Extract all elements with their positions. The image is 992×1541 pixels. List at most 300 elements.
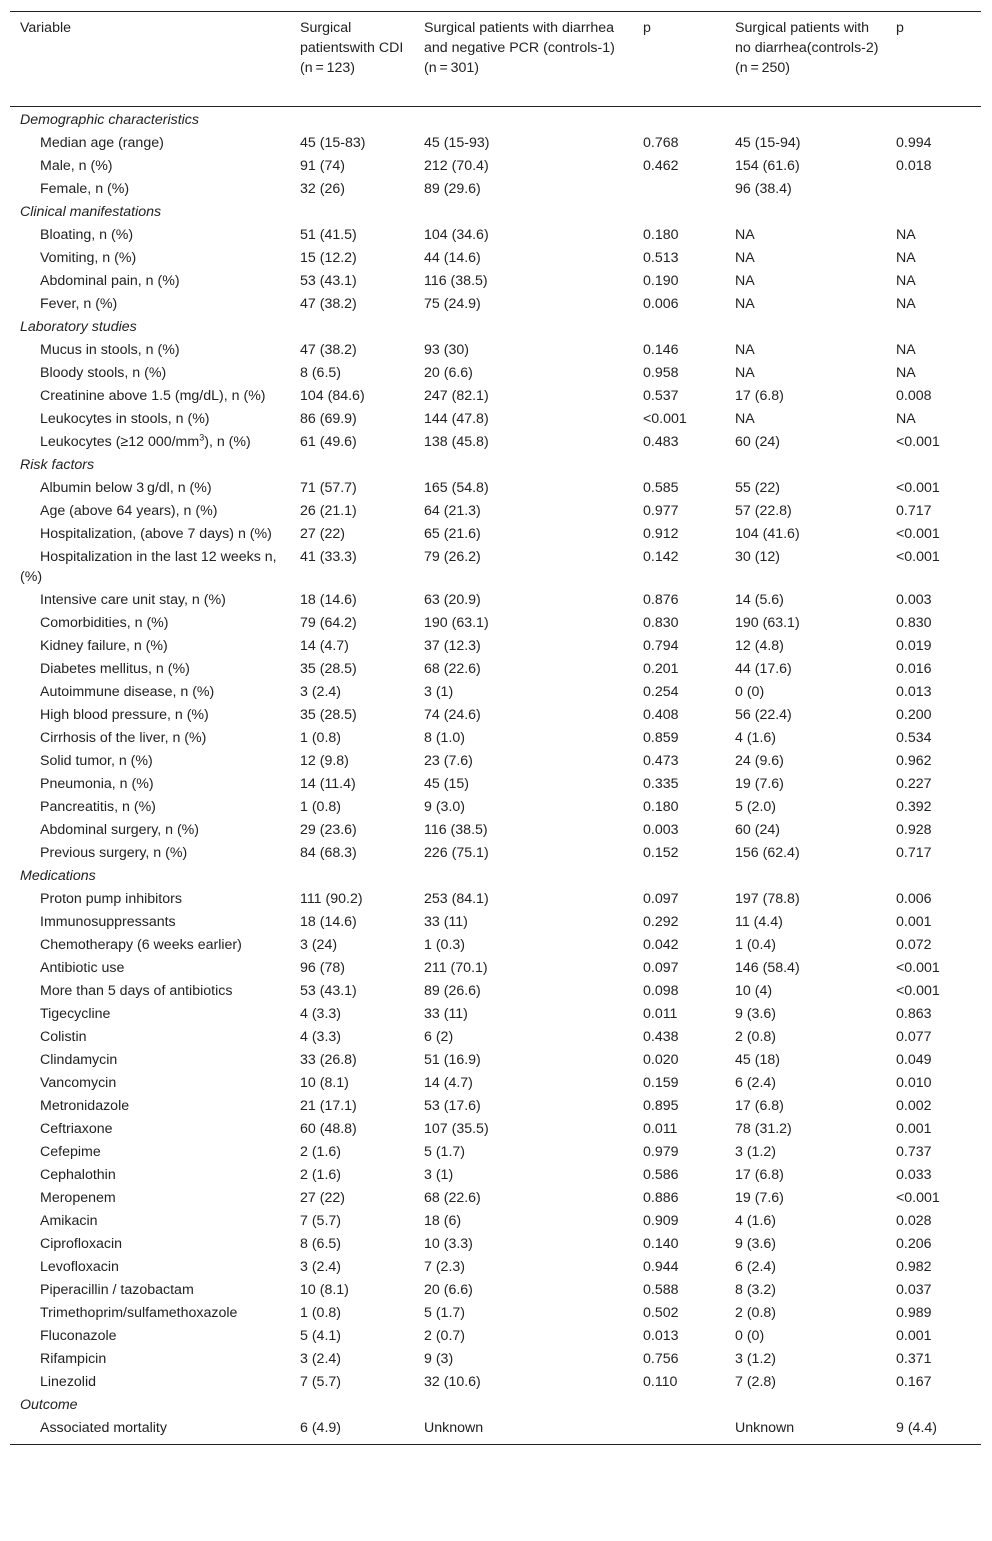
cell-variable <box>10 635 290 658</box>
cell-p-2: 0.001 <box>896 1121 932 1137</box>
table-row <box>10 1417 981 1445</box>
table-row <box>10 293 981 316</box>
cell-p-1: <0.001 <box>643 411 687 427</box>
cell-cdi: 3 (2.4) <box>300 1259 342 1275</box>
cell-p-1: 0.886 <box>643 1190 679 1206</box>
cell-variable <box>10 546 290 589</box>
cell-p-2: 0.006 <box>896 891 932 907</box>
table-row <box>10 1187 981 1210</box>
cell-controls-2: 9 (3.6) <box>735 1006 777 1022</box>
cell-p-2: NA <box>896 250 916 266</box>
cell-controls-1: 33 (11) <box>424 1006 468 1022</box>
cell-variable <box>10 911 290 934</box>
cell-p-2: 0.200 <box>896 707 932 723</box>
variable-label: Leukocytes in stools, n (%) <box>40 411 210 427</box>
cell-variable <box>10 1164 290 1187</box>
table-row <box>10 247 981 270</box>
variable-label: Vancomycin <box>40 1075 117 1091</box>
variable-label: Leukocytes (≥12 000/mm <box>40 434 200 450</box>
section-row <box>10 1394 981 1417</box>
cell-cdi: 27 (22) <box>300 1190 345 1206</box>
variable-label: Comorbidities, n (%) <box>40 615 169 631</box>
cell-p-2: 0.863 <box>896 1006 932 1022</box>
cell-controls-2: 5 (2.0) <box>735 799 777 815</box>
variable-label: Clindamycin <box>40 1052 118 1068</box>
cell-p-2: <0.001 <box>896 480 940 496</box>
cell-p-2: <0.001 <box>896 434 940 450</box>
cell-cdi: 5 (4.1) <box>300 1328 342 1344</box>
cell-controls-1: 75 (24.9) <box>424 296 481 312</box>
table-row <box>10 796 981 819</box>
cell-p-1: 0.794 <box>643 638 679 654</box>
cell-controls-1: 190 (63.1) <box>424 615 489 631</box>
cell-cdi: 7 (5.7) <box>300 1213 342 1229</box>
variable-label: Associated mortality <box>40 1420 167 1436</box>
table-row <box>10 178 981 201</box>
cell-variable <box>10 339 290 362</box>
cell-p-1: 0.003 <box>643 822 679 838</box>
cell-controls-2: 6 (2.4) <box>735 1075 777 1091</box>
cell-p-1: 0.768 <box>643 135 679 151</box>
cell-controls-1: 68 (22.6) <box>424 661 481 677</box>
table-row <box>10 1325 981 1348</box>
cell-p-2: <0.001 <box>896 549 940 565</box>
cell-cdi: 51 (41.5) <box>300 227 357 243</box>
cell-p-1: 0.097 <box>643 891 679 907</box>
cell-variable <box>10 1003 290 1026</box>
variable-label: Hospitalization in the last 12 weeks n, (%) <box>20 549 277 585</box>
cell-p-1: 0.110 <box>643 1374 678 1390</box>
cell-p-2: 0.206 <box>896 1236 932 1252</box>
table-row <box>10 500 981 523</box>
cell-controls-1: 68 (22.6) <box>424 1190 481 1206</box>
cell-p-2: 0.016 <box>896 661 932 677</box>
variable-label: Metronidazole <box>40 1098 130 1114</box>
cell-cdi: 14 (11.4) <box>300 776 356 792</box>
section-row <box>10 107 981 133</box>
cell-controls-2: 1 (0.4) <box>735 937 777 953</box>
variable-label: Previous surgery, n (%) <box>40 845 188 861</box>
cell-variable <box>10 1302 290 1325</box>
cell-controls-2: 2 (0.8) <box>735 1029 777 1045</box>
cell-controls-1: 138 (45.8) <box>424 434 489 450</box>
cell-p-1: 0.013 <box>643 1328 679 1344</box>
cell-controls-1: 7 (2.3) <box>424 1259 466 1275</box>
cell-controls-2: 2 (0.8) <box>735 1305 777 1321</box>
cell-p-2: 0.018 <box>896 158 932 174</box>
variable-label: Fever, n (%) <box>40 296 118 312</box>
table-row <box>10 727 981 750</box>
cell-cdi: 14 (4.7) <box>300 638 349 654</box>
cell-variable <box>10 132 290 155</box>
cell-p-2: 0.962 <box>896 753 932 769</box>
cell-p-2: 0.010 <box>896 1075 932 1091</box>
section-heading: Laboratory studies <box>20 319 137 335</box>
table-row <box>10 1371 981 1394</box>
header-p-2: p <box>896 20 904 36</box>
cell-p-2: 0.830 <box>896 615 932 631</box>
cell-cdi: 26 (21.1) <box>300 503 357 519</box>
cell-controls-2: 45 (18) <box>735 1052 780 1068</box>
cell-variable <box>10 1348 290 1371</box>
cell-p-2: 0.037 <box>896 1282 932 1298</box>
cell-variable <box>10 1279 290 1302</box>
cell-controls-2: 44 (17.6) <box>735 661 792 677</box>
cell-controls-1: 253 (84.1) <box>424 891 489 907</box>
cell-cdi: 45 (15-83) <box>300 135 366 151</box>
cell-variable <box>10 1095 290 1118</box>
cell-p-2: NA <box>896 296 916 312</box>
cell-variable <box>10 224 290 247</box>
cell-controls-1: 45 (15) <box>424 776 469 792</box>
variable-label: Pancreatitis, n (%) <box>40 799 156 815</box>
cell-controls-1: 8 (1.0) <box>424 730 466 746</box>
cell-p-1: 0.020 <box>643 1052 679 1068</box>
section-heading: Medications <box>20 868 96 884</box>
cell-p-2: 0.982 <box>896 1259 932 1275</box>
table-row <box>10 546 981 589</box>
variable-label: Trimethoprim/sulfamethoxazole <box>40 1305 238 1321</box>
cell-p-2: 0.392 <box>896 799 932 815</box>
cell-p-1: 0.335 <box>643 776 679 792</box>
cell-controls-2: 9 (3.6) <box>735 1236 777 1252</box>
cell-p-2: 0.019 <box>896 638 932 654</box>
cell-p-2: 0.077 <box>896 1029 932 1045</box>
cell-cdi: 3 (2.4) <box>300 1351 342 1367</box>
cell-p-2: 0.072 <box>896 937 932 953</box>
variable-label: Cirrhosis of the liver, n (%) <box>40 730 207 746</box>
cell-variable <box>10 681 290 704</box>
cell-variable <box>10 500 290 523</box>
table-row <box>10 408 981 431</box>
cell-p-1: 0.152 <box>643 845 679 861</box>
table-row <box>10 155 981 178</box>
variable-label: Pneumonia, n (%) <box>40 776 154 792</box>
cell-controls-2: 60 (24) <box>735 822 780 838</box>
cell-controls-1: 33 (11) <box>424 914 468 930</box>
cell-controls-1: 3 (1) <box>424 1167 454 1183</box>
cell-cdi: 2 (1.6) <box>300 1144 342 1160</box>
variable-label: Autoimmune disease, n (%) <box>40 684 215 700</box>
cell-cdi: 79 (64.2) <box>300 615 357 631</box>
table-row <box>10 704 981 727</box>
table-row <box>10 1256 981 1279</box>
cell-controls-1: 5 (1.7) <box>424 1305 466 1321</box>
cell-p-1: 0.006 <box>643 296 679 312</box>
cell-p-2: 0.001 <box>896 914 932 930</box>
variable-label: Hospitalization, (above 7 days) n (%) <box>40 526 272 542</box>
variable-label: Meropenem <box>40 1190 116 1206</box>
variable-label: Chemotherapy (6 weeks earlier) <box>40 937 242 953</box>
cell-variable <box>10 957 290 980</box>
cell-controls-1: 1 (0.3) <box>424 937 466 953</box>
variable-label: Proton pump inhibitors <box>40 891 182 907</box>
table-row <box>10 911 981 934</box>
cell-variable <box>10 1371 290 1394</box>
cell-cdi: 8 (6.5) <box>300 365 342 381</box>
variable-label-suffix: ), n (%) <box>204 434 251 450</box>
cell-p-1: 0.979 <box>643 1144 679 1160</box>
cell-controls-1: 104 (34.6) <box>424 227 489 243</box>
cell-p-1: 0.254 <box>643 684 679 700</box>
cell-controls-2: 55 (22) <box>735 480 780 496</box>
cell-p-1: 0.958 <box>643 365 679 381</box>
cell-controls-2: 8 (3.2) <box>735 1282 777 1298</box>
section-heading: Outcome <box>20 1397 78 1413</box>
cell-controls-1: 65 (21.6) <box>424 526 481 542</box>
cell-variable <box>10 773 290 796</box>
cell-controls-2: 30 (12) <box>735 549 780 565</box>
cell-controls-1: 247 (82.1) <box>424 388 489 404</box>
section-row <box>10 316 981 339</box>
cell-p-2: <0.001 <box>896 1190 940 1206</box>
variable-label: Intensive care unit stay, n (%) <box>40 592 226 608</box>
table-row <box>10 658 981 681</box>
cell-p-1: 0.011 <box>643 1006 678 1022</box>
cell-cdi: 111 (90.2) <box>300 891 363 907</box>
cell-controls-2: 0 (0) <box>735 1328 765 1344</box>
cell-controls-2: 19 (7.6) <box>735 776 784 792</box>
cell-p-1: 0.876 <box>643 592 679 608</box>
cell-controls-1: 44 (14.6) <box>424 250 481 266</box>
variable-label: Rifampicin <box>40 1351 107 1367</box>
cell-cdi: 1 (0.8) <box>300 730 342 746</box>
variable-label: Levofloxacin <box>40 1259 119 1275</box>
cell-p-1: 0.159 <box>643 1075 679 1091</box>
table-row <box>10 1279 981 1302</box>
cell-controls-2: 12 (4.8) <box>735 638 784 654</box>
cell-controls-2: 156 (62.4) <box>735 845 800 861</box>
cell-cdi: 3 (24) <box>300 937 338 953</box>
cell-p-2: 9 (4.4) <box>896 1420 938 1436</box>
cell-controls-1: 165 (54.8) <box>424 480 489 496</box>
table-row <box>10 477 981 500</box>
table-row <box>10 1003 981 1026</box>
cell-controls-2: 4 (1.6) <box>735 1213 777 1229</box>
cell-variable <box>10 477 290 500</box>
cell-p-1: 0.483 <box>643 434 679 450</box>
cell-controls-2: NA <box>735 296 755 312</box>
cell-p-2: 0.167 <box>896 1374 932 1390</box>
cell-p-2: 0.049 <box>896 1052 932 1068</box>
variable-label: Immunosuppressants <box>40 914 176 930</box>
cell-cdi: 7 (5.7) <box>300 1374 342 1390</box>
cell-controls-2: 14 (5.6) <box>735 592 784 608</box>
cell-controls-2: Unknown <box>735 1420 795 1436</box>
cell-controls-1: 107 (35.5) <box>424 1121 489 1137</box>
section-heading: Demographic characteristics <box>20 112 199 128</box>
variable-label: Abdominal surgery, n (%) <box>40 822 200 838</box>
cell-variable <box>10 842 290 865</box>
cell-controls-2: 10 (4) <box>735 983 773 999</box>
cell-controls-1: 23 (7.6) <box>424 753 473 769</box>
cell-p-1: 0.588 <box>643 1282 679 1298</box>
cell-p-1: 0.190 <box>643 273 679 289</box>
cell-p-1: 0.859 <box>643 730 679 746</box>
cell-controls-2: 96 (38.4) <box>735 181 792 197</box>
header-p-1: p <box>643 20 651 36</box>
cell-cdi: 1 (0.8) <box>300 799 342 815</box>
cell-p-2: 0.928 <box>896 822 932 838</box>
cell-p-2: 0.717 <box>896 845 932 861</box>
cell-p-1: 0.944 <box>643 1259 679 1275</box>
cell-variable <box>10 1141 290 1164</box>
cell-variable <box>10 1210 290 1233</box>
cell-controls-2: NA <box>735 227 755 243</box>
variable-label: Colistin <box>40 1029 87 1045</box>
cell-variable <box>10 1118 290 1141</box>
cell-variable <box>10 293 290 316</box>
cell-cdi: 91 (74) <box>300 158 345 174</box>
cell-controls-1: 89 (29.6) <box>424 181 481 197</box>
cell-cdi: 2 (1.6) <box>300 1167 342 1183</box>
cell-cdi: 35 (28.5) <box>300 707 357 723</box>
cell-controls-2: 3 (1.2) <box>735 1144 777 1160</box>
table-row <box>10 819 981 842</box>
cell-variable <box>10 385 290 408</box>
cell-controls-2: NA <box>735 273 755 289</box>
variable-label: Cefepime <box>40 1144 101 1160</box>
variable-label: Bloating, n (%) <box>40 227 134 243</box>
cell-controls-1: 20 (6.6) <box>424 365 473 381</box>
cell-p-1: 0.042 <box>643 937 679 953</box>
cell-variable <box>10 1026 290 1049</box>
variable-label: Piperacillin / tazobactam <box>40 1282 194 1298</box>
cell-controls-1: 93 (30) <box>424 342 469 358</box>
cell-p-2: 0.534 <box>896 730 932 746</box>
cell-controls-2: 0 (0) <box>735 684 765 700</box>
table-row <box>10 842 981 865</box>
cell-controls-1: 89 (26.6) <box>424 983 481 999</box>
variable-label: Abdominal pain, n (%) <box>40 273 180 289</box>
cell-p-2: 0.001 <box>896 1328 932 1344</box>
cell-p-1: 0.142 <box>643 549 679 565</box>
variable-label: Median age (range) <box>40 135 164 151</box>
cell-cdi: 60 (48.8) <box>300 1121 357 1137</box>
cell-p-2: NA <box>896 273 916 289</box>
variable-label: Cephalothin <box>40 1167 116 1183</box>
cell-p-2: NA <box>896 342 916 358</box>
table-row <box>10 270 981 293</box>
table-row <box>10 339 981 362</box>
table-row <box>10 1095 981 1118</box>
table-row <box>10 589 981 612</box>
variable-label: Solid tumor, n (%) <box>40 753 153 769</box>
cell-controls-1: 144 (47.8) <box>424 411 489 427</box>
cell-p-2: NA <box>896 411 916 427</box>
cell-cdi: 29 (23.6) <box>300 822 357 838</box>
cell-p-1 <box>633 178 725 201</box>
variable-label: High blood pressure, n (%) <box>40 707 209 723</box>
cell-variable <box>10 888 290 911</box>
cell-cdi: 104 (84.6) <box>300 388 365 404</box>
cell-controls-2: 154 (61.6) <box>735 158 800 174</box>
cell-controls-1: 9 (3.0) <box>424 799 466 815</box>
cell-p-1: 0.537 <box>643 388 679 404</box>
cell-variable <box>10 589 290 612</box>
cell-controls-2: 146 (58.4) <box>735 960 800 976</box>
cell-p-2: 0.002 <box>896 1098 932 1114</box>
header-controls-1: Surgical patients with diarrhea and negative PCR (controls-1) (n = 301) <box>424 20 615 76</box>
table-row <box>10 888 981 911</box>
section-row <box>10 454 981 477</box>
cell-p-1: 0.912 <box>643 526 679 542</box>
cell-p-1: 0.011 <box>643 1121 678 1137</box>
cell-p-1: 0.585 <box>643 480 679 496</box>
cell-variable <box>10 1256 290 1279</box>
variable-label: More than 5 days of antibiotics <box>40 983 233 999</box>
cell-p-2: <0.001 <box>896 526 940 542</box>
cell-cdi: 18 (14.6) <box>300 914 357 930</box>
cell-p-1: 0.408 <box>643 707 679 723</box>
cell-controls-2: NA <box>735 411 755 427</box>
cell-variable <box>10 704 290 727</box>
data-table <box>10 11 981 1445</box>
cell-cdi: 84 (68.3) <box>300 845 357 861</box>
cell-variable <box>10 750 290 773</box>
cell-p-1: 0.201 <box>643 661 679 677</box>
header-variable: Variable <box>20 20 71 36</box>
cell-cdi: 61 (49.6) <box>300 434 357 450</box>
section-row <box>10 201 981 224</box>
cell-p-1: 0.977 <box>643 503 679 519</box>
variable-label: Ciprofloxacin <box>40 1236 123 1252</box>
cell-controls-2: 17 (6.8) <box>735 388 784 404</box>
table-row <box>10 362 981 385</box>
cell-controls-1: 63 (20.9) <box>424 592 481 608</box>
cell-variable <box>10 178 290 201</box>
cell-controls-1: 79 (26.2) <box>424 549 481 565</box>
cell-cdi: 27 (22) <box>300 526 345 542</box>
cell-controls-1: 53 (17.6) <box>424 1098 481 1114</box>
table-row <box>10 385 981 408</box>
variable-label: Female, n (%) <box>40 181 130 197</box>
cell-cdi: 6 (4.9) <box>300 1420 342 1436</box>
header-row <box>10 12 981 107</box>
cell-p-2: <0.001 <box>896 983 940 999</box>
cell-controls-2: 78 (31.2) <box>735 1121 792 1137</box>
cell-cdi: 86 (69.9) <box>300 411 357 427</box>
section-row <box>10 865 981 888</box>
cell-variable <box>10 1417 290 1445</box>
superscript: 3 <box>199 432 205 443</box>
section-heading: Clinical manifestations <box>20 204 162 220</box>
cell-variable <box>10 727 290 750</box>
cell-cdi: 3 (2.4) <box>300 684 342 700</box>
cell-p-1: 0.586 <box>643 1167 679 1183</box>
header-controls-2: Surgical patients with no diarrhea(controls-2) (n = 250) <box>735 20 879 76</box>
cell-p-1 <box>633 1417 725 1445</box>
variable-label: Male, n (%) <box>40 158 113 174</box>
table-row <box>10 1141 981 1164</box>
cell-controls-1: 20 (6.6) <box>424 1282 473 1298</box>
table-row <box>10 750 981 773</box>
cell-p-1: 0.180 <box>643 799 679 815</box>
variable-label: Mucus in stools, n (%) <box>40 342 180 358</box>
variable-label: Tigecycline <box>40 1006 111 1022</box>
cell-p-1: 0.180 <box>643 227 679 243</box>
table-row <box>10 1348 981 1371</box>
cell-p-1: 0.146 <box>643 342 679 358</box>
variable-label: Bloody stools, n (%) <box>40 365 167 381</box>
variable-label: Amikacin <box>40 1213 98 1229</box>
cell-variable <box>10 819 290 842</box>
cell-controls-1: 74 (24.6) <box>424 707 481 723</box>
cell-cdi: 71 (57.7) <box>300 480 357 496</box>
table-row <box>10 1049 981 1072</box>
cell-p-2: 0.008 <box>896 388 932 404</box>
section-heading: Risk factors <box>20 457 95 473</box>
